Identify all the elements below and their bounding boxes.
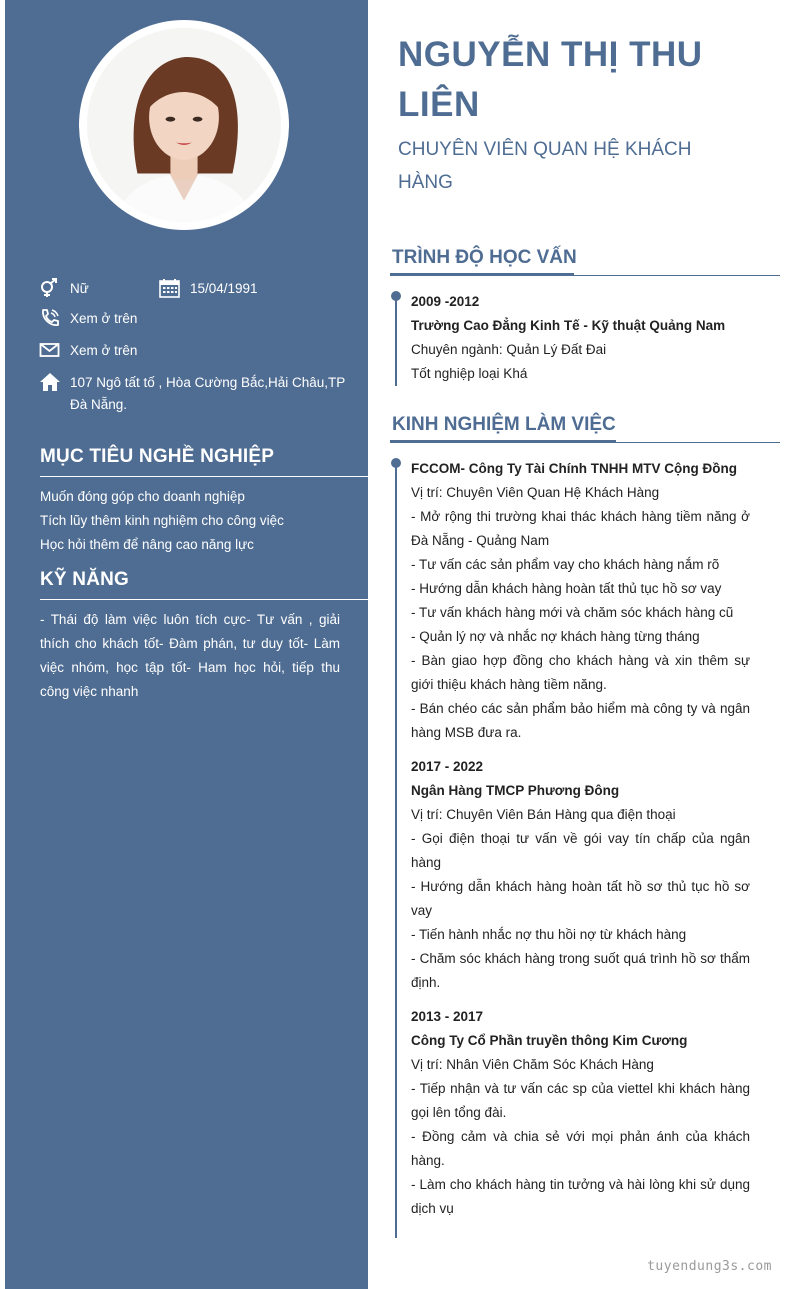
job-line: - Quản lý nợ và nhắc nợ khách hàng từng tháng	[411, 629, 700, 644]
job-line: - Bàn giao hợp đồng cho khách hàng và xin thêm sự giới thiệu khách hàng tiềm năng.	[411, 653, 750, 692]
education-title: TRÌNH ĐỘ HỌC VẤN	[392, 247, 577, 268]
email-field	[39, 340, 359, 362]
job-period: 2013 - 2017	[411, 1009, 484, 1024]
job-company: Công Ty Cổ Phần truyền thông Kim Cương	[411, 1033, 688, 1048]
job-line: - Làm cho khách hàng tin tưởng và hài lòng khi sử dụng dịch vụ	[411, 1177, 750, 1216]
job-line: - Tư vấn các sản phẩm vay cho khách hàng nắm rõ	[411, 557, 720, 572]
job-line: Vị trí: Chuyên Viên Bán Hàng qua điện thoại	[411, 807, 676, 822]
job-period: 2017 - 2022	[411, 759, 484, 774]
job-line: - Mở rộng thi trường khai thác khách hàng tiềm năng ở Đà Nẵng - Quảng Nam	[411, 509, 750, 548]
gender-field	[39, 278, 159, 298]
objective-line: Tích lũy thêm kinh nghiệm cho công việc	[40, 513, 284, 528]
job-company: FCCOM- Công Ty Tài Chính TNHH MTV Cộng Đồng	[411, 461, 737, 476]
education-entry	[411, 290, 750, 386]
candidate-name: NGUYỄN THỊ THU LIÊN	[398, 35, 703, 124]
avatar	[87, 28, 281, 222]
dob-value: 15/04/1991	[190, 280, 258, 296]
objective-title: MỤC TIÊU NGHỀ NGHIỆP	[40, 446, 368, 477]
envelope-icon	[39, 340, 61, 360]
avatar-frame	[79, 20, 289, 230]
job-entry	[411, 1005, 750, 1221]
education-heading	[390, 246, 780, 276]
objective-body	[40, 477, 368, 557]
education-timeline	[390, 276, 780, 386]
skills-title: KỸ NĂNG	[40, 569, 368, 600]
education-grade: Tốt nghiệp loại Khá	[411, 366, 528, 381]
job-company: Ngân Hàng TMCP Phương Đông	[411, 783, 620, 798]
job-line: - Tư vấn khách hàng mới và chăm sóc khách hàng cũ	[411, 605, 734, 620]
experience-title: KINH NGHIỆM LÀM VIỆC	[392, 414, 616, 435]
dob-field	[159, 278, 279, 298]
address-field	[39, 372, 359, 416]
gender-icon	[39, 278, 61, 298]
address-value: 107 Ngô tất tố , Hòa Cường Bắc,Hải Châu,TP Đà Nẵng.	[70, 375, 346, 412]
contact-info	[39, 278, 359, 426]
education-major: Chuyên ngành: Quản Lý Đất Đai	[411, 342, 607, 357]
home-icon	[39, 372, 61, 392]
education-period: 2009 -2012	[411, 294, 480, 309]
job-line: - Hướng dẫn khách hàng hoàn tất hồ sơ thủ tục hồ sơ vay	[411, 879, 750, 918]
job-line: - Hướng dẫn khách hàng hoàn tất thủ tục hồ sơ vay	[411, 581, 722, 596]
job-line: - Chăm sóc khách hàng trong suốt quá trình hồ sơ thẩm định.	[411, 951, 750, 990]
timeline-dot	[391, 291, 401, 301]
gender-value: Nữ	[70, 280, 89, 296]
objective-section	[40, 446, 368, 557]
job-line: - Đồng cảm và chia sẻ với mọi phản ánh của khách hàng.	[411, 1129, 750, 1168]
timeline-line	[395, 465, 397, 1238]
portrait-photo	[87, 28, 281, 222]
timeline-line	[395, 298, 397, 386]
job-line: - Tiến hành nhắc nợ thu hồi nợ từ khách hàng	[411, 927, 687, 942]
sidebar	[5, 0, 368, 1289]
job-line: - Bán chéo các sản phẩm bảo hiểm mà công ty và ngân hàng MSB đưa ra.	[411, 701, 750, 740]
calendar-icon	[159, 278, 181, 298]
timeline-dot	[391, 458, 401, 468]
job-entry	[411, 755, 750, 995]
experience-heading	[390, 413, 780, 443]
phone-icon	[39, 308, 61, 328]
watermark: tuyendung3s.com	[647, 1259, 772, 1274]
education-school: Trường Cao Đẳng Kinh Tế - Kỹ thuật Quảng Nam	[411, 318, 726, 333]
email-value: Xem ở trên	[70, 343, 138, 358]
experience-section	[390, 413, 780, 1238]
experience-timeline	[390, 443, 780, 1238]
phone-value: Xem ở trên	[70, 311, 138, 326]
objective-line: Học hỏi thêm để nâng cao năng lực	[40, 537, 254, 552]
skills-body: - Thái độ làm việc luôn tích cực- Tư vấn , giải thích cho khách tốt- Đàm phán, tư duy tốt- Làm việc nhóm, học tập tốt- Ham học hỏi, tiếp thu công việc nhanh	[40, 612, 340, 699]
job-line: Vị trí: Chuyên Viên Quan Hệ Khách Hàng	[411, 485, 660, 500]
job-line: - Tiếp nhận và tư vấn các sp của viettel khi khách hàng gọi lên tổng đài.	[411, 1081, 750, 1120]
job-line: Vị trí: Nhân Viên Chăm Sóc Khách Hàng	[411, 1057, 654, 1072]
job-entry	[411, 457, 750, 745]
candidate-title: CHUYÊN VIÊN QUAN HỆ KHÁCH HÀNG	[398, 139, 692, 193]
education-section	[390, 246, 780, 386]
job-line: - Gọi điện thoại tư vấn về gói vay tín chấp của ngân hàng	[411, 831, 750, 870]
phone-field	[39, 308, 359, 330]
objective-line: Muốn đóng góp cho doanh nghiệp	[40, 489, 245, 504]
skills-section	[40, 569, 368, 704]
